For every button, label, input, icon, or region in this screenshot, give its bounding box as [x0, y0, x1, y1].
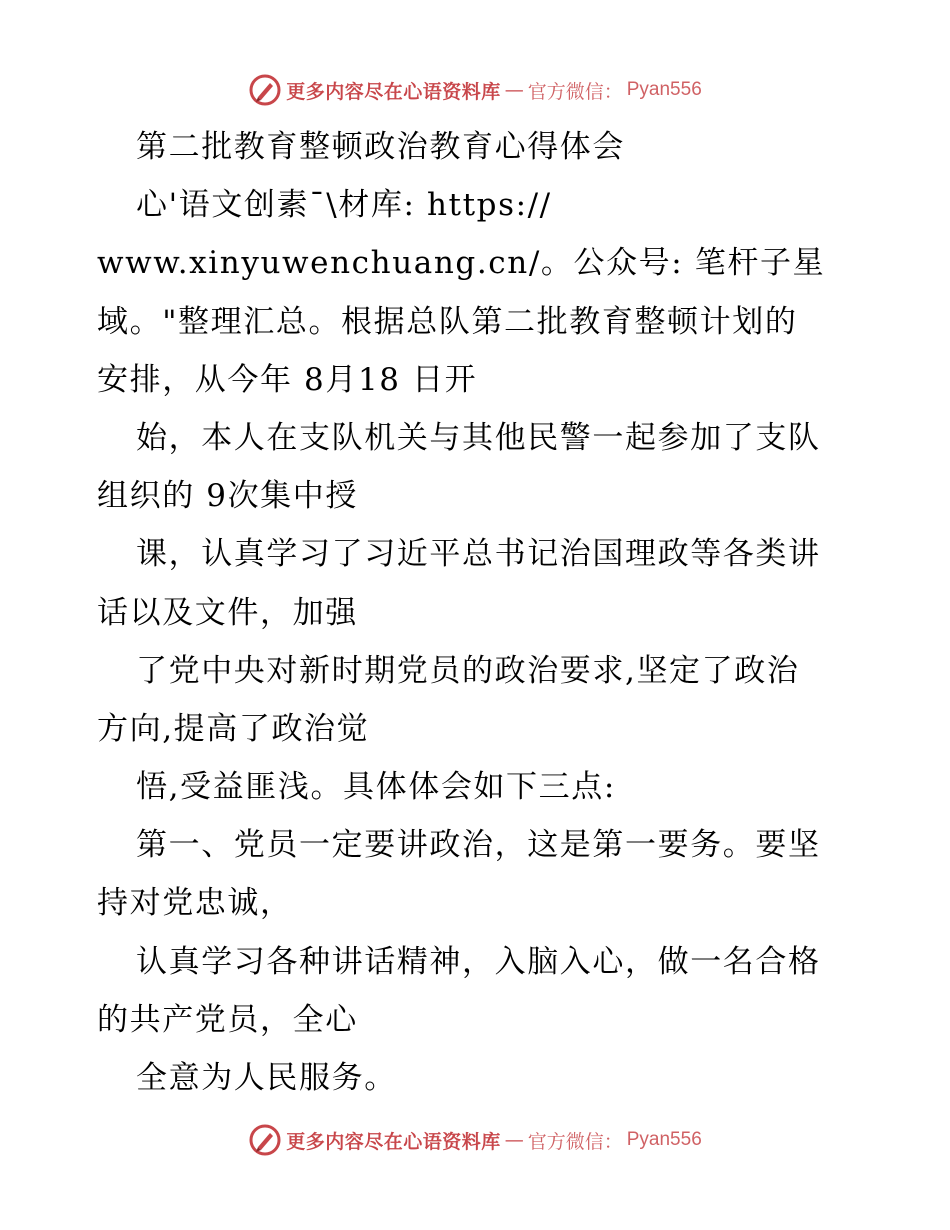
banner-separator: —	[504, 79, 524, 101]
body-line: 方向,提高了政治觉	[97, 710, 370, 747]
body-line: 全意为人民服务。	[136, 1060, 397, 1096]
banner-wechat-id: Pyan556	[626, 1129, 702, 1150]
banner-wechat-label: 官方微信：	[527, 1130, 623, 1153]
body-line: 话以及文件，加强	[97, 594, 358, 631]
body-line: 了党中央对新时期党员的政治要求,坚定了政治	[136, 652, 800, 689]
banner-wechat-id: Pyan556	[626, 79, 702, 100]
banner-wechat-label: 官方微信：	[527, 80, 623, 103]
body-line: 始，本人在支队机关与其他民警一起参加了支队	[136, 419, 821, 456]
header-banner	[0, 70, 950, 110]
banner-main-text: 更多内容尽在心语资料库	[286, 80, 501, 103]
body-line: 组织的 9次集中授	[97, 478, 358, 515]
body-line: 安排，从今年 8月18 日开	[97, 361, 478, 398]
banner-separator: —	[504, 1129, 524, 1151]
body-line: 的共产党员，全心	[97, 1001, 358, 1038]
body-line: 域。"整理汇总。根据总队第二批教育整顿计划的	[97, 303, 798, 340]
footer-banner	[0, 1120, 950, 1160]
banner-main-text: 更多内容尽在心语资料库	[286, 1130, 501, 1153]
document-body	[97, 118, 857, 1107]
body-line: 心'语文创素¯\材库: https://	[136, 187, 552, 224]
pen-logo-icon	[248, 73, 282, 107]
body-line: 持对党忠诚，	[97, 885, 293, 922]
body-line: 课，认真学习了习近平总书记治国理政等各类讲	[136, 536, 821, 573]
body-line: 第一、党员一定要讲政治，这是第一要务。要坚	[136, 827, 821, 864]
body-line: 认真学习各种讲话精神，入脑入心，做一名合格	[136, 943, 821, 980]
body-line: www.xinyuwenchuang.cn/。公众号: 笔杆子星	[97, 245, 826, 282]
body-line: 悟,受益匪浅。具体体会如下三点:	[136, 769, 616, 806]
document-title: 第二批教育整顿政治教育心得体会	[136, 129, 625, 165]
pen-logo-icon	[248, 1123, 282, 1157]
